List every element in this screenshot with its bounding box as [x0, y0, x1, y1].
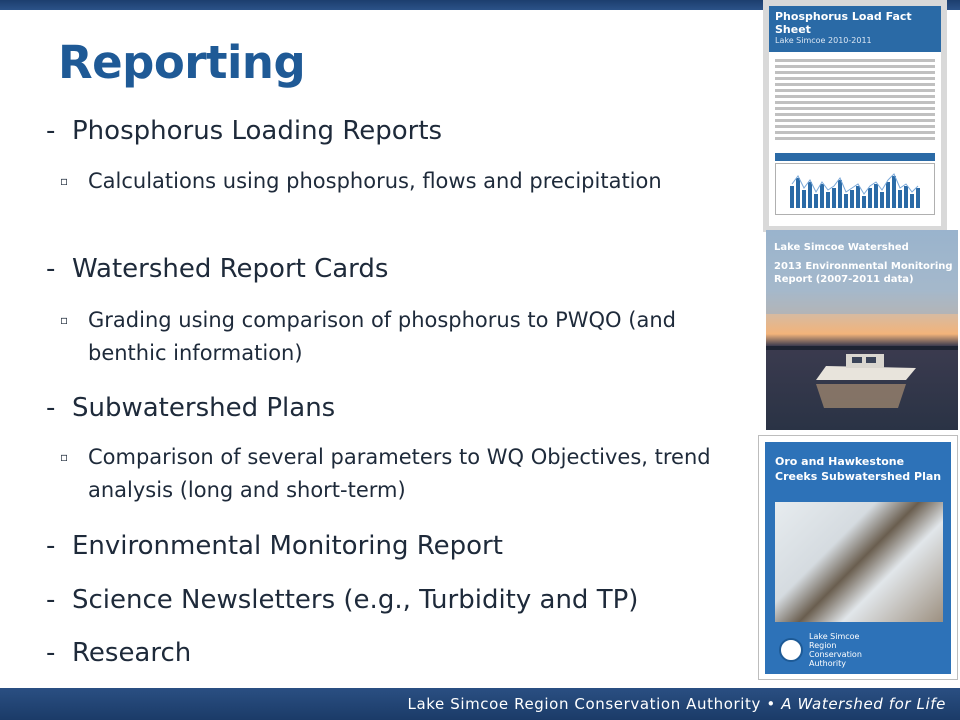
footer-bar: [0, 688, 960, 720]
fact-sheet-title: Phosphorus Load Fact Sheet: [775, 10, 912, 36]
footer-text: [408, 695, 947, 713]
fact-sheet-bar-graphic: [776, 164, 946, 212]
bullet-science-newsletters: [46, 585, 746, 615]
sub-bullet-text: Comparison of several parameters to WQ Objectives, trend analysis (long and short-term): [88, 445, 711, 502]
subwatershed-plan-thumbnail: [758, 435, 958, 680]
monitoring-report-thumbnail: [766, 230, 958, 430]
bullet-text: Environmental Monitoring Report: [72, 531, 503, 561]
bullet-subwatershed-plans: [46, 393, 746, 423]
bullet-dash: -: [46, 116, 56, 146]
fact-sheet-header: [769, 6, 941, 52]
bullet-text: Research: [72, 638, 192, 668]
sub-bullet-calculations: [60, 165, 740, 198]
monitoring-report-title: Lake Simcoe Watershed: [774, 242, 909, 253]
slide-title: Reporting: [58, 36, 306, 89]
footer-org: Lake Simcoe Region Conservation Authority: [407, 695, 762, 713]
sub-bullet-marker: ▫: [60, 450, 69, 464]
bullet-text: Watershed Report Cards: [72, 254, 389, 284]
sub-bullet-grading: [60, 304, 740, 370]
bullet-dash: -: [46, 585, 56, 615]
subwatershed-plan-org: Lake Simcoe Region Conservation Authority: [809, 632, 862, 668]
bullet-dash: -: [46, 254, 56, 284]
monitoring-report-subtitle: 2013 Environmental Monitoring Report (2007-2011 data): [774, 261, 953, 285]
sub-bullet-marker: ▫: [60, 313, 69, 327]
bullet-research: [46, 638, 746, 668]
bullet-text: Phosphorus Loading Reports: [72, 116, 443, 146]
footer-tagline: A Watershed for Life: [781, 695, 946, 713]
fact-sheet-chart-image: [775, 163, 935, 215]
lsrca-logo-icon: [779, 638, 803, 662]
bullet-dash: -: [46, 638, 56, 668]
fact-sheet-thumbnail: [763, 0, 947, 232]
sub-bullet-text: Grading using comparison of phosphorus to PWQO (and benthic information): [88, 308, 676, 365]
fact-sheet-chart-header: [775, 153, 935, 161]
subwatershed-plan-cover: [765, 442, 951, 674]
sub-bullet-marker: ▫: [60, 174, 69, 188]
footer-separator: •: [766, 695, 776, 713]
bullet-text: Science Newsletters (e.g., Turbidity and TP): [72, 585, 639, 615]
bullet-environmental-monitoring-report: [46, 531, 746, 561]
sub-bullet-comparison: [60, 441, 740, 507]
bullet-dash: -: [46, 393, 56, 423]
boat-photo-graphic: [766, 230, 958, 430]
sub-bullet-text: Calculations using phosphorus, flows and precipitation: [88, 169, 662, 193]
bullet-dash: -: [46, 531, 56, 561]
fact-sheet-body-text: [769, 52, 941, 147]
bullet-text: Subwatershed Plans: [72, 393, 336, 423]
bullet-watershed-report-cards: [46, 254, 746, 284]
bullet-phosphorus-loading-reports: [46, 116, 746, 146]
creek-photo: [775, 502, 943, 622]
subwatershed-plan-title: Oro and Hawkestone Creeks Subwatershed Plan: [775, 455, 942, 483]
fact-sheet-subtitle: Lake Simcoe 2010-2011: [775, 36, 872, 45]
